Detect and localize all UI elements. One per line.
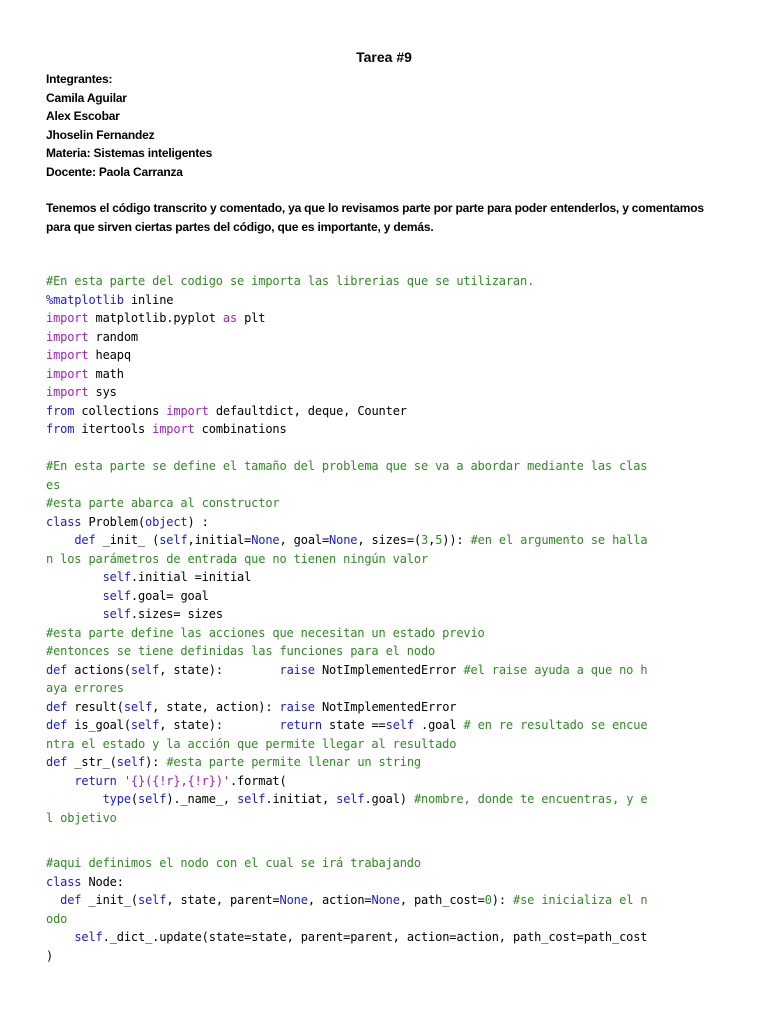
code-line: %matplotlib inline	[46, 292, 174, 307]
code-line: class Problem(object) :	[46, 514, 209, 529]
code-line: def _str_(self): #esta parte permite llenar un string	[46, 755, 421, 769]
header-line: Integrantes:	[46, 72, 113, 86]
code-line: #esta parte abarca al constructor	[46, 496, 280, 510]
code-line: self.sizes= sizes	[102, 607, 223, 621]
header-line: Alex Escobar	[46, 109, 120, 124]
code-line: import math	[46, 366, 124, 381]
code-line: ntra el estado y la acción que permite llegar al resultado	[46, 736, 457, 751]
code-line: self._dict_.update(state=state, parent=parent, action=action, path_cost=path_cost	[74, 930, 648, 944]
header-line: Jhoselin Fernandez	[46, 127, 155, 142]
code-line: import matplotlib.pyplot as plt	[46, 311, 266, 325]
header-line: Docente: Paola Carranza	[46, 164, 183, 179]
code-line: #En esta parte del codigo se importa las librerias que se utilizaran.	[46, 274, 535, 288]
code-line: n los parámetros de entrada que no tienen ningún valor	[46, 551, 429, 566]
header-info	[46, 70, 212, 182]
intro-line: Tenemos el código transcrito y comentado, ya que lo revisamos parte por parte para poder entenderlos, y comentamos	[46, 201, 704, 215]
code-line: def actions(self, state): raise NotImplementedError #el raise ayuda a que no h	[46, 662, 648, 677]
code-line: return '{}({!r},{!r})'.format(	[74, 773, 287, 788]
code-line: self.goal= goal	[102, 588, 209, 603]
code-line: l objetivo	[46, 810, 117, 825]
code-line: def _init_(self, state, parent=None, action=None, path_cost=0): #se inicializa el n	[60, 893, 648, 907]
code-line: es	[46, 477, 61, 492]
code-line: from itertools import combinations	[46, 422, 287, 436]
code-line: #aqui definimos el nodo con el cual se irá trabajando	[46, 856, 421, 870]
code-line: def is_goal(self, state): return state ==self .goal # en re resultado se encue	[46, 718, 648, 732]
intro-paragraph	[46, 199, 726, 236]
code-line: def result(self, state, action): raise NotImplementedError	[46, 699, 457, 714]
code-line: import heapq	[46, 348, 131, 362]
code-line: #En esta parte se define el tamaño del problema que se va a abordar mediante las clas	[46, 459, 648, 473]
header-line: Materia: Sistemas inteligentes	[46, 146, 213, 161]
intro-line: para que sirven ciertas partes del código, que es importante, y demás.	[46, 219, 434, 234]
code-line: type(self)._name_, self.initiat, self.goal) #nombre, donde te encuentras, y e	[102, 792, 648, 806]
header-line: Camila Aguilar	[46, 90, 127, 105]
code-line: #entonces se tiene definidas las funciones para el nodo	[46, 644, 436, 658]
document-title: Tarea #9	[356, 49, 412, 65]
code-line: aya errores	[46, 681, 124, 695]
code-line: from collections import defaultdict, deque, Counter	[46, 403, 407, 418]
code-line: import random	[46, 329, 138, 344]
code-line: #esta parte define las acciones que necesitan un estado previo	[46, 625, 485, 640]
code-line: def _init_ (self,initial=None, goal=None, sizes=(3,5)): #en el argumento se halla	[74, 533, 648, 547]
code-line: self.initial =initial	[102, 570, 252, 584]
code-line: import sys	[46, 385, 117, 399]
code-line: )	[46, 948, 54, 963]
code-line: class Node:	[46, 874, 124, 889]
code-line: odo	[46, 911, 68, 926]
